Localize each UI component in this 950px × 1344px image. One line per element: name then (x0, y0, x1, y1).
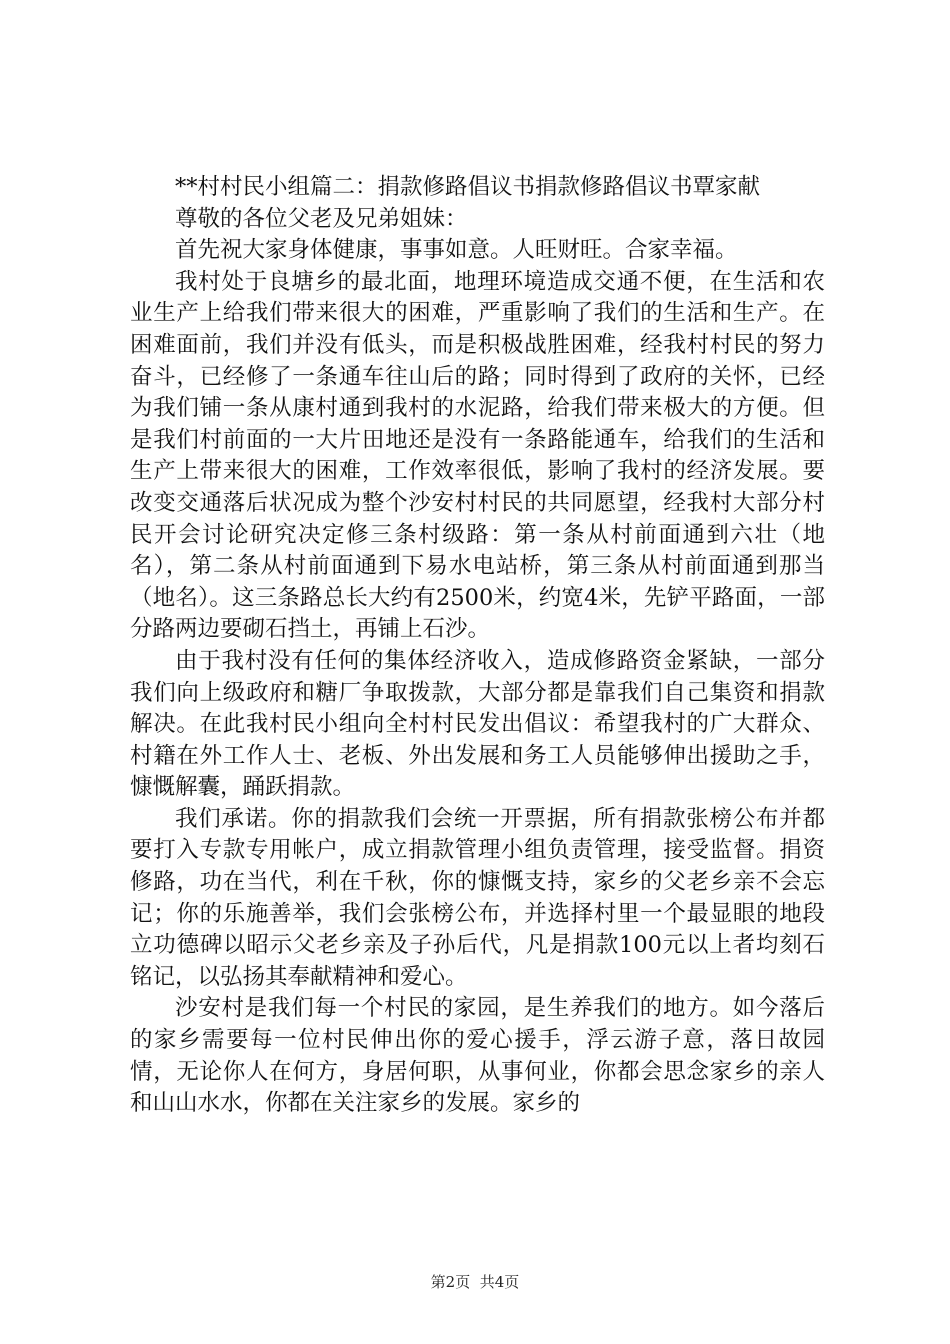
appeal-paragraph: 沙安村是我们每一个村民的家园，是生养我们的地方。如今落后的家乡需要每一位村民伸出你的爱心援手，浮云游子意，落日故园情，无论你人在何方，身居何职，从事何业，你都会思念家乡的亲人和山山水水，你都在关注家乡的发展。家乡的 (130, 995, 825, 1117)
commitment-paragraph: 我们承诺。你的捐款我们会统一开票据，所有捐款张榜公布并都要打入专款专用帐户，成立捐款管理小组负责管理，接受监督。捐资修路，功在当代，利在千秋，你的慷慨支持，家乡的父老乡亲不会忘记；你的乐施善举，我们会张榜公布，并选择村里一个最显眼的地段立功德碑以昭示父老乡亲及子孙后代，凡是捐款100元以上者均刻石铭记，以弘扬其奉献精神和爱心。 (130, 805, 825, 990)
greeting-paragraph: 首先祝大家身体健康，事事如意。人旺财旺。合家幸福。 (175, 237, 738, 264)
background-paragraph: 我村处于良塘乡的最北面，地理环境造成交通不便，在生活和农业生产上给我们带来很大的困难，严重影响了我们的生活和生产。在困难面前，我们并没有低头，而是积极战胜困难，经我村村民的努力奋斗，已经修了一条通车往山后的路；同时得到了政府的关怀，已经为我们铺一条从康村通到我村的水泥路，给我们带来极大的方便。但是我们村前面的一大片田地还是没有一条路能通车，给我们的生活和生产上带来很大的困难，工作效率很低，影响了我村的经济发展。要改变交通落后状况成为整个沙安村村民的共同愿望，经我村大部分村民开会讨论研究决定修三条村级路：第一条从村前面通到六壮（地名），第二条从村前面通到下易水电站桥，第三条从村前面通到那当（地名）。这三条路总长大约有2500米，约宽4米，先铲平路面，一部分路两边要砌石挡土，再铺上石沙。 (130, 268, 825, 643)
page-number: 第2页 (430, 1273, 471, 1291)
salutation: 尊敬的各位父老及兄弟姐妹： (175, 205, 468, 232)
funding-paragraph: 由于我村没有任何的集体经济收入，造成修路资金紧缺，一部分我们向上级政府和糖厂争取拨款，大部分都是靠我们自己集资和捐款解决。在此我村民小组向全村村民发出倡议：希望我村的广大群众、村籍在外工作人士、老板、外出发展和务工人员能够伸出援助之手，慷慨解囊，踊跃捐款。 (130, 647, 825, 801)
document-body (130, 172, 825, 1120)
document-title: **村村民小组篇二：捐款修路倡议书捐款修路倡议书覃家献 (175, 174, 761, 200)
page-total: 共4页 (479, 1273, 520, 1291)
page-footer (0, 1272, 950, 1292)
